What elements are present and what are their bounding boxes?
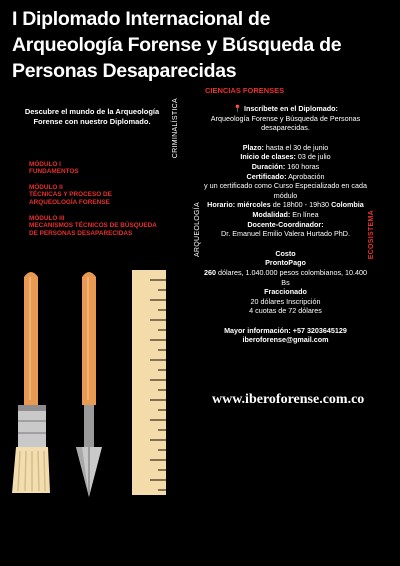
module-3 — [29, 215, 159, 237]
module-2 — [29, 184, 159, 206]
certificate-label: Certificado: — [246, 171, 287, 181]
teacher-label: Docente-Coordinador: — [247, 219, 324, 229]
cuotas-text: 4 cuotas de 72 dólares — [249, 306, 322, 316]
certificate-value: Aprobación — [288, 171, 325, 181]
more-info-label: Mayor información: +57 3203645129 — [224, 325, 347, 335]
price-text: dólares, 1.040.000 pesos colombianos, 10.400 Bs — [217, 267, 368, 287]
schedule-country: Colombia — [331, 200, 364, 210]
module-name: MECANISMOS TÉCNICOS DE BÚSQUEDA DE PERSONAS DESAPARECIDAS — [29, 222, 157, 237]
trowel-icon — [76, 272, 102, 497]
start-label: Inicio de clases: — [240, 152, 296, 162]
module-1 — [29, 161, 159, 176]
info-panel — [203, 104, 368, 345]
duration-label: Duración: — [251, 161, 286, 171]
title-line-3: Personas Desaparecidas — [12, 60, 237, 82]
location-pin-icon: 📍 — [233, 104, 243, 113]
title-line-2: Arqueología Forense y Búsqueda de — [12, 34, 342, 56]
website-link[interactable]: www.iberoforense.com.co — [212, 392, 365, 407]
module-heading: MÓDULO I — [29, 161, 61, 168]
brush-icon — [12, 272, 50, 493]
duration-value: 160 horas — [287, 161, 320, 171]
intro-text: Descubre el mundo de la Arqueología Forense con nuestro Diplomado. — [24, 107, 160, 126]
deadline-label: Plazo: — [242, 142, 264, 152]
enroll-text: Arqueología Forense y Búsqueda de Personas desaparecidas. — [210, 113, 361, 133]
mode-label: Modalidad: — [252, 209, 291, 219]
side-label-ecosistema: ECOSISTEMA — [368, 210, 375, 260]
category-label: CIENCIAS FORENSES — [205, 86, 285, 95]
deadline-value: hasta el 30 de junio — [265, 142, 329, 152]
module-name: FUNDAMENTOS — [29, 168, 79, 176]
prontopago-label: ProntoPago — [265, 258, 306, 268]
mode-value: En línea — [292, 209, 319, 219]
tools-illustration — [0, 265, 175, 505]
certificate-extra: y un certificado como Curso Especializado en cada módulo — [203, 181, 367, 200]
enroll-label: Inscríbete en el Diplomado: — [244, 104, 338, 113]
schedule-label: Horario: — [207, 200, 236, 210]
ruler-icon — [132, 270, 166, 495]
schedule-time: de 18h00 - 19h30 — [272, 200, 330, 210]
module-name: TÉCNICAS Y PROCESO DE ARQUEOLOGÍA FORENSE — [29, 191, 112, 206]
module-heading: MÓDULO III — [29, 215, 65, 222]
inscripcion-text: 20 dólares Inscripción — [250, 296, 321, 306]
price-bold: 260 — [203, 267, 216, 277]
page-title — [12, 6, 392, 84]
schedule-day: miércoles — [237, 200, 271, 210]
module-heading: MÓDULO II — [29, 184, 63, 191]
fraccionado-label: Fraccionado — [264, 287, 307, 297]
title-line-1: I Diplomado Internacional de — [12, 8, 271, 30]
teacher-value: Dr. Emanuel Emilio Valera Hurtado PhD. — [221, 229, 350, 239]
email-link[interactable]: iberoforense@gmail.com — [242, 335, 329, 345]
side-label-criminalistica: CRIMINALÍSTICA — [172, 98, 179, 159]
side-label-arqueologia: ARQUEOLOGÍA — [194, 202, 201, 258]
cost-label: Costo — [275, 248, 296, 258]
start-value: 03 de julio — [297, 152, 331, 162]
